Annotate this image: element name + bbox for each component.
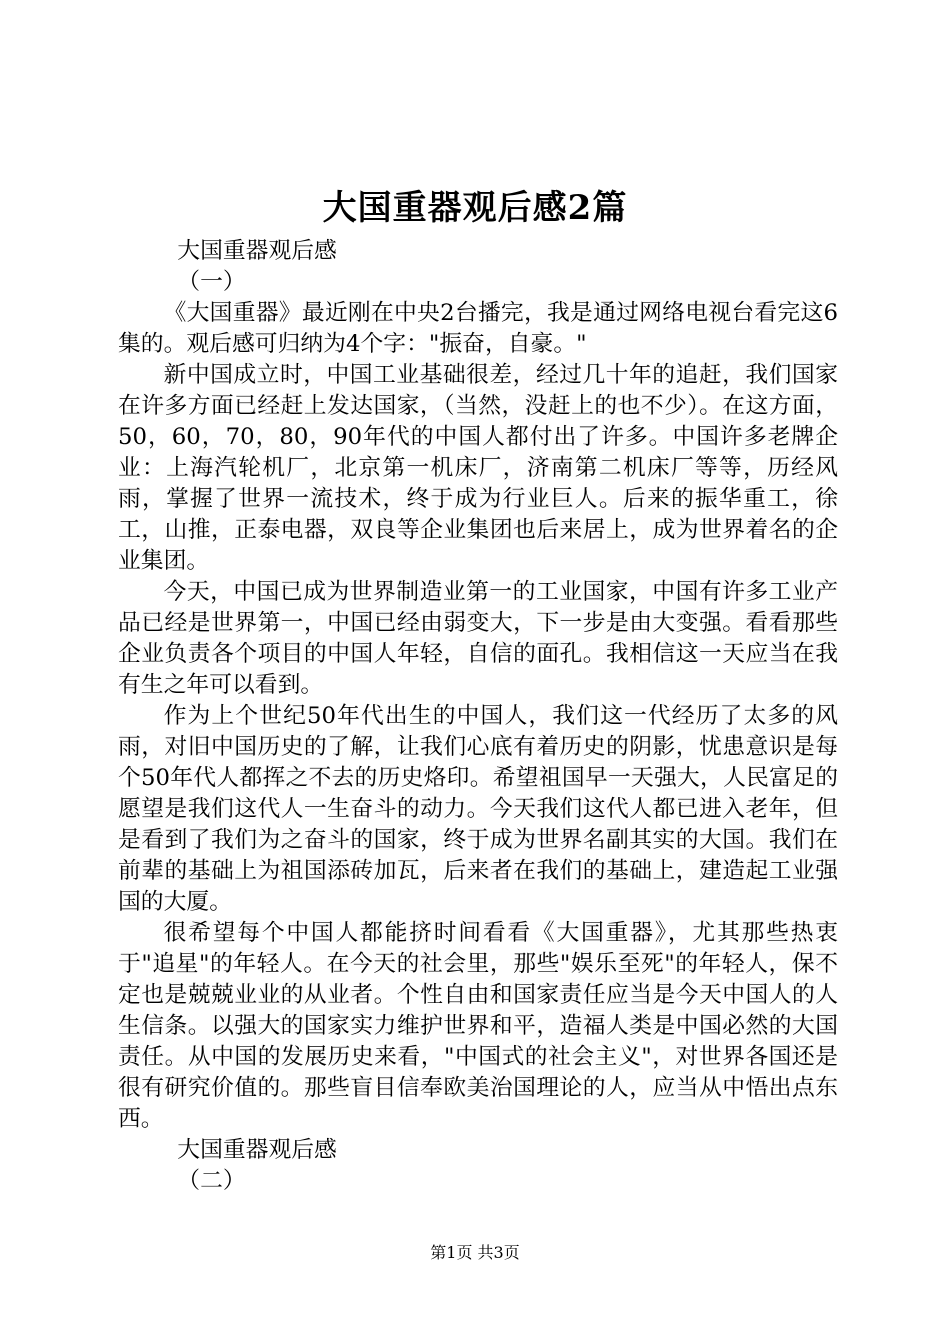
- paragraph: 新中国成立时，中国工业基础很差，经过几十年的追赶，我们国家在许多方面已经赶上发达国家，（当然，没赶上的也不少）。在这方面，50，60，70，80，90年代的中国人都付出了许多。中国许多老牌企业：上海汽轮机厂，北京第一机床厂，济南第二机床厂等等，历经风雨，掌握了世界一流技术，终于成为行业巨人。后来的振华重工，徐工，山推，正泰电器，双良等企业集团也后来居上，成为世界着名的企业集团。: [118, 362, 838, 574]
- section-number-1: （一）: [177, 269, 246, 295]
- section-number-2: （二）: [177, 1168, 246, 1194]
- page-footer: 第1页 共3页: [430, 1243, 520, 1262]
- paragraph: 今天，中国已成为世界制造业第一的工业国家，中国有许多工业产品已经是世界第一，中国已经由弱变大，下一步是由大变强。看看那些企业负责各个项目的中国人年轻，自信的面孔。我相信这一天应当在我有生之年可以看到。: [118, 579, 838, 698]
- section-heading-1: 大国重器观后感: [177, 238, 337, 264]
- paragraph: 作为上个世纪50年代出生的中国人，我们这一代经历了太多的风雨，对旧中国历史的了解，让我们心底有着历史的阴影，忧患意识是每个50年代人都挥之不去的历史烙印。希望祖国早一天强大，人民富足的愿望是我们这代人一生奋斗的动力。今天我们这代人都已进入老年，但是看到了我们为之奋斗的国家，终于成为世界名副其实的大国。我们在前辈的基础上为祖国添砖加瓦，后来者在我们的基础上，建造起工业强国的大厦。: [118, 703, 838, 915]
- paragraph: 很希望每个中国人都能挤时间看看《大国重器》，尤其那些热衷于"追星"的年轻人。在今天的社会里，那些"娱乐至死"的年轻人，保不定也是兢兢业业的从业者。个性自由和国家责任应当是今天中国人的人生信条。以强大的国家实力维护世界和平，造福人类是中国必然的大国责任。从中国的发展历史来看，"中国式的社会主义"，对世界各国还是很有研究价值的。那些盲目信奉欧美治国理论的人，应当从中悟出点东西。: [118, 920, 838, 1132]
- paragraph: 《大国重器》最近刚在中央2台播完，我是通过网络电视台看完这6集的。观后感可归纳为4个字："振奋，自豪。": [118, 300, 838, 357]
- document-title: 大国重器观后感2篇: [322, 188, 628, 228]
- section-heading-2: 大国重器观后感: [177, 1137, 337, 1163]
- document-body: [118, 236, 838, 1197]
